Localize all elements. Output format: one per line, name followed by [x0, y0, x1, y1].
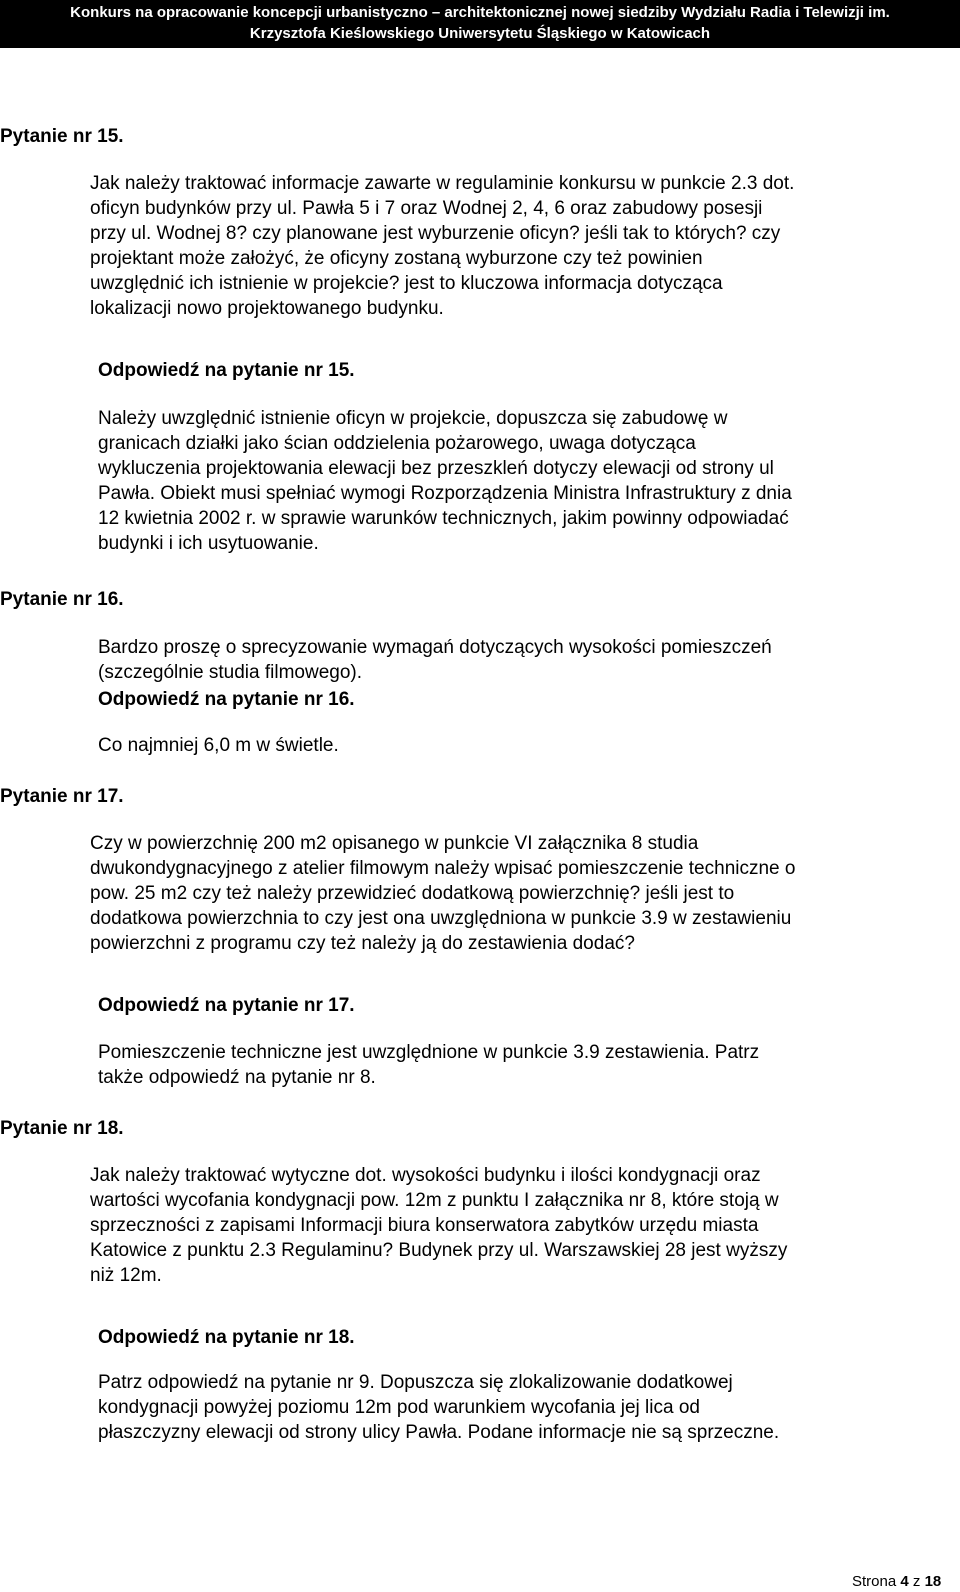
document-header [0, 0, 960, 48]
page-label: Strona [852, 1573, 897, 1590]
text-line: oficyn budynków przy ul. Pawła 5 i 7 oraz Wodnej 2, 4, 6 oraz zabudowy posesji [90, 198, 763, 219]
text-line: uwzględnić ich istnienie w projekcie? jest to kluczowa informacja dotycząca [90, 273, 723, 294]
question-18-label: Pytanie nr 18. [0, 1118, 124, 1139]
text-line: niż 12m. [90, 1265, 162, 1286]
text-line: wartości wycofania kondygnacji pow. 12m z punktu I załącznika nr 8, które stoją w [90, 1190, 779, 1211]
page-total: 18 [924, 1573, 942, 1590]
question-17-text [90, 831, 795, 956]
text-line: Pawła. Obiekt musi spełniać wymogi Rozporządzenia Ministra Infrastruktury z dnia [98, 483, 792, 504]
text-line: Należy uwzględnić istnienie oficyn w projekcie, dopuszcza się zabudowę w [98, 408, 728, 429]
header-line-1: Konkurs na opracowanie koncepcji urbanistyczno – architektonicznej nowej siedziby Wydziału Radia i Telewizji im. [70, 4, 890, 21]
question-16-label: Pytanie nr 16. [0, 589, 124, 610]
text-line: także odpowiedź na pytanie nr 8. [98, 1067, 376, 1088]
text-line: Co najmniej 6,0 m w świetle. [98, 735, 339, 756]
answer-17-text [98, 1040, 759, 1090]
text-line: Pomieszczenie techniczne jest uwzględnione w punkcie 3.9 zestawienia. Patrz [98, 1042, 760, 1063]
page-current: 4 [900, 1573, 909, 1590]
question-18-text [90, 1163, 787, 1288]
question-15-label: Pytanie nr 15. [0, 126, 124, 147]
header-line-2: Krzysztofa Kieślowskiego Uniwersytetu Śląskiego w Katowicach [249, 25, 711, 42]
answer-17-label: Odpowiedź na pytanie nr 17. [98, 995, 355, 1016]
text-line: płaszczyzny elewacji od strony ulicy Pawła. Podane informacje nie są sprzeczne. [98, 1422, 780, 1443]
text-line: sprzeczności z zapisami Informacji biura konserwatora zabytków urzędu miasta [90, 1215, 759, 1236]
answer-16-label: Odpowiedź na pytanie nr 16. [98, 689, 355, 710]
text-line: (szczególnie studia filmowego). [98, 662, 363, 683]
text-line: 12 kwietnia 2002 r. w sprawie warunków technicznych, jakim powinny odpowiadać [98, 508, 789, 529]
text-line: lokalizacji nowo projektowanego budynku. [90, 298, 444, 319]
answer-18-label: Odpowiedź na pytanie nr 18. [98, 1327, 355, 1348]
text-line: dwukondygnacyjnego z atelier filmowym należy wpisać pomieszczenie techniczne o [90, 858, 796, 879]
answer-18-text [98, 1370, 779, 1445]
text-line: wykluczenia projektowania elewacji bez przeszkleń dotyczy elewacji od strony ul [98, 458, 774, 479]
text-line: Jak należy traktować informacje zawarte w regulaminie konkursu w punkcie 2.3 dot. [90, 173, 795, 194]
text-line: przy ul. Wodnej 8? czy planowane jest wyburzenie oficyn? jeśli tak to których? czy [90, 223, 781, 244]
answer-16-text [98, 733, 339, 758]
text-line: kondygnacji powyżej poziomu 12m pod warunkiem wycofania jej lica od [98, 1397, 700, 1418]
page-number [852, 1573, 941, 1590]
question-16-text [98, 635, 772, 685]
text-line: Czy w powierzchnię 200 m2 opisanego w punkcie VI załącznika 8 studia [90, 833, 699, 854]
question-17-label: Pytanie nr 17. [0, 786, 124, 807]
text-line: budynki i ich usytuowanie. [98, 533, 319, 554]
answer-15-label: Odpowiedź na pytanie nr 15. [98, 360, 355, 381]
text-line: dodatkowa powierzchnia to czy jest ona uwzględniona w punkcie 3.9 w zestawieniu [90, 908, 792, 929]
text-line: granicach działki jako ścian oddzielenia pożarowego, uwaga dotycząca [98, 433, 696, 454]
text-line: powierzchni z programu czy też należy ją do zestawienia dodać? [90, 933, 635, 954]
text-line: Patrz odpowiedź na pytanie nr 9. Dopuszcza się zlokalizowanie dodatkowej [98, 1372, 733, 1393]
question-15-text [90, 171, 794, 321]
text-line: Bardzo proszę o sprecyzowanie wymagań dotyczących wysokości pomieszczeń [98, 637, 772, 658]
answer-15-text [98, 406, 792, 556]
text-line: pow. 25 m2 czy też należy przewidzieć dodatkową powierzchnię? jeśli jest to [90, 883, 735, 904]
text-line: Jak należy traktować wytyczne dot. wysokości budynku i ilości kondygnacji oraz [90, 1165, 761, 1186]
text-line: projektant może założyć, że oficyny zostaną wyburzone czy też powinien [90, 248, 703, 269]
text-line: Katowice z punktu 2.3 Regulaminu? Budynek przy ul. Warszawskiej 28 jest wyższy [90, 1240, 788, 1261]
page-sep: z [912, 1573, 921, 1590]
